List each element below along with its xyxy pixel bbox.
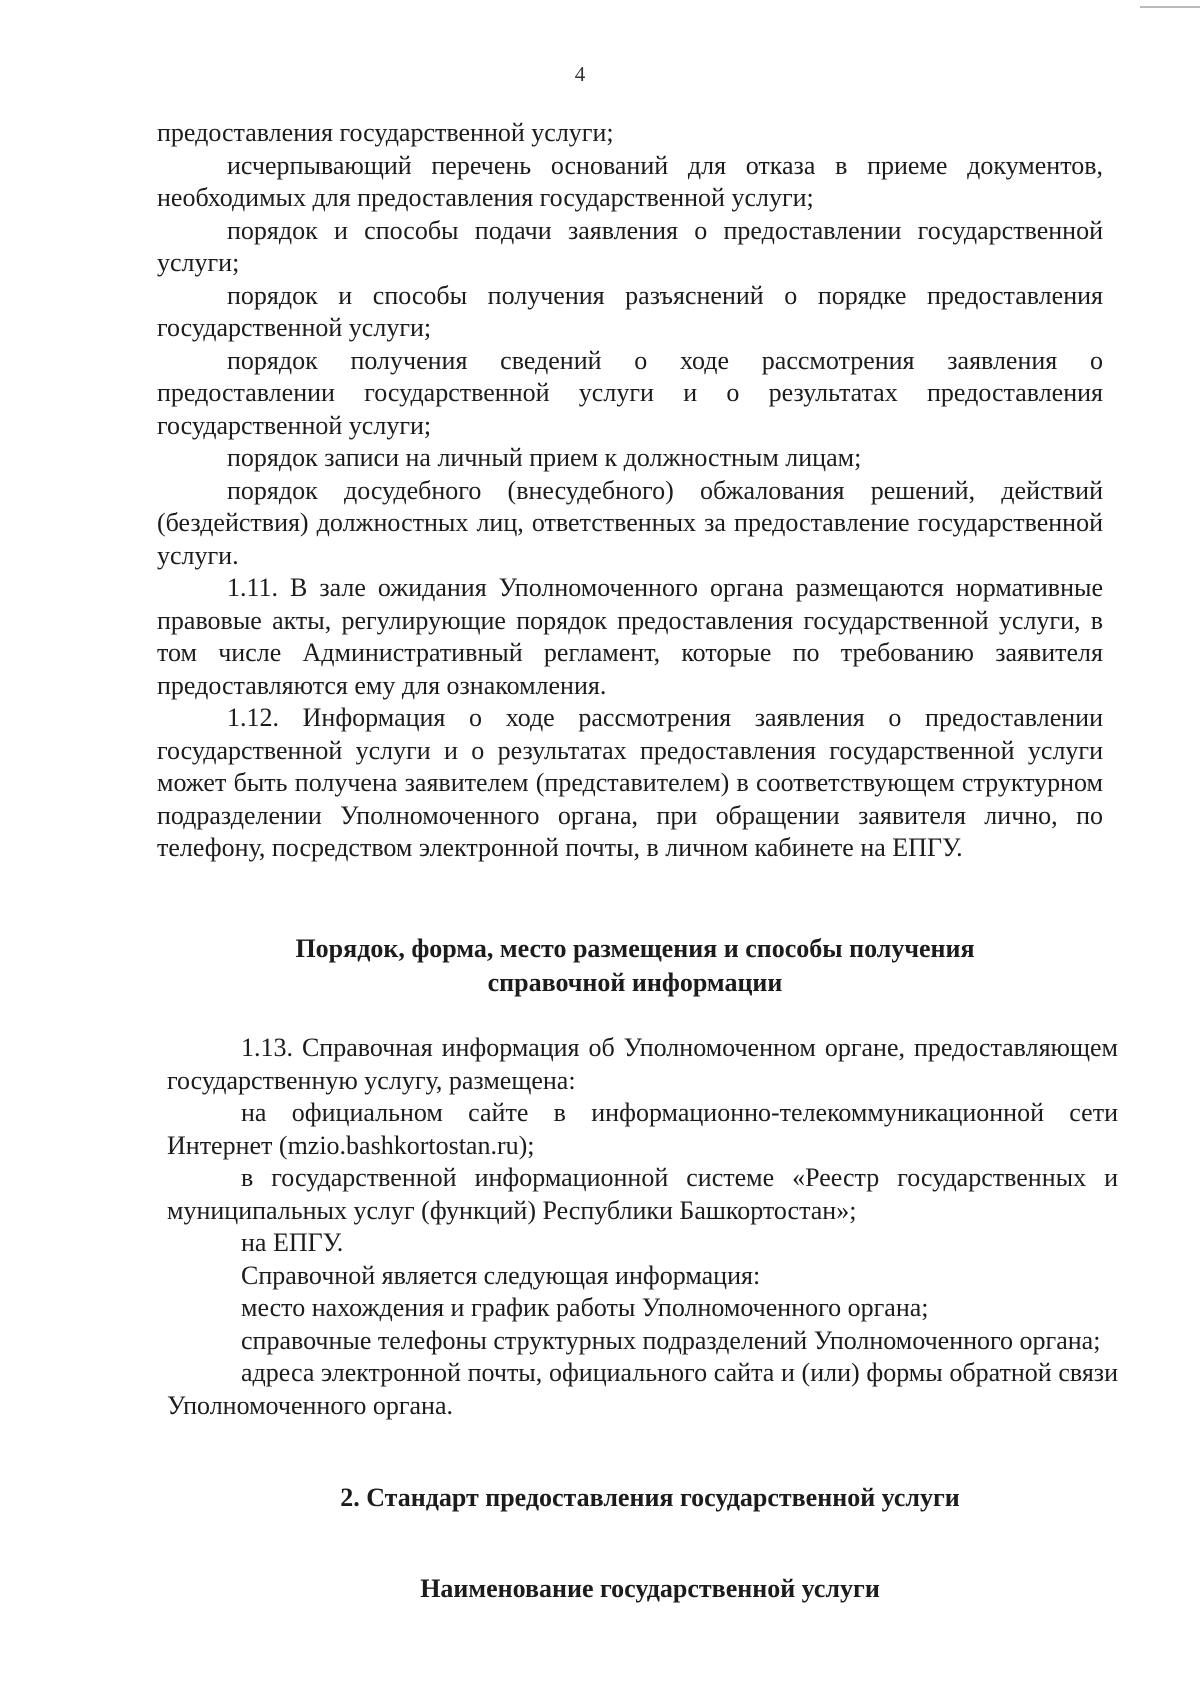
paragraph: на официальном сайте в информационно-телекоммуникационной сети Интернет (mzio.bashkortostan.ru); (167, 1098, 1118, 1160)
paragraph: справочные телефоны структурных подразделений Уполномоченного органа; (241, 1325, 1101, 1355)
paragraph: порядок получения сведений о ходе рассмотрения заявления о предоставлении государственной услуги и о результатах предоставления государственной услуги; (157, 345, 1103, 440)
clause-1-11: 1.11. В зале ожидания Уполномоченного органа размещаются нормативные правовые акты, регулирующие порядок предоставления государственной услуги, в том числе Административный регламент, которые по требованию заявителя предоставляются ему для ознакомления. (157, 573, 1103, 700)
section-heading-service-name: Наименование государственной услуги (420, 1574, 880, 1603)
paragraph: Справочной является следующая информация: (241, 1260, 761, 1290)
paragraph: в государственной информационной системе «Реестр государственных и муниципальных услуг (функций) Республики Башкортостан»; (167, 1163, 1118, 1225)
paragraph: на ЕПГУ. (241, 1228, 344, 1257)
clause-1-12: 1.12. Информация о ходе рассмотрения заявления о предоставлении государственной услуги и о результатах предоставления государственной услуги может быть получена заявителем (представителем) в соответствующем структурном подразделении Уполномоченного органа, при обращении заявителя лично, по телефону, посредством электронной почты, в личном кабинете на ЕПГУ. (157, 703, 1103, 862)
paragraph: исчерпывающий перечень оснований для отказа в приеме документов, необходимых для предоставления государственной услуги; (157, 150, 1103, 212)
page-number: 4 (574, 62, 586, 86)
paragraph: порядок досудебного (внесудебного) обжалования решений, действий (бездействия) должностных лиц, ответственных за предоставление государственной услуги. (157, 475, 1103, 570)
heading-line: Порядок, форма, место размещения и способы получения (295, 934, 975, 963)
chapter-heading-standard: 2. Стандарт предоставления государственной услуги (340, 1483, 960, 1512)
paragraph: порядок и способы получения разъяснений о порядке предоставления государственной услуги; (157, 280, 1103, 342)
paragraph: порядок записи на личный прием к должностным лицам; (227, 443, 862, 472)
section-reference-info (167, 1032, 1118, 1422)
paragraph: место нахождения и график работы Уполномоченного органа; (241, 1293, 929, 1322)
heading-line: справочной информации (487, 968, 783, 997)
paragraph: адреса электронной почты, официального сайта и (или) формы обратной связи Уполномоченного органа. (167, 1358, 1118, 1420)
section-heading-reference-info (130, 932, 1140, 1000)
section-info-list (157, 117, 1103, 865)
scan-edge-mark (1140, 0, 1200, 8)
clause-1-13: 1.13. Справочная информация об Уполномоченном органе, предоставляющем государственную услугу, размещена: (167, 1033, 1118, 1095)
paragraph: предоставления государственной услуги; (157, 118, 614, 147)
paragraph: порядок и способы подачи заявления о предоставлении государственной услуги; (157, 215, 1103, 277)
